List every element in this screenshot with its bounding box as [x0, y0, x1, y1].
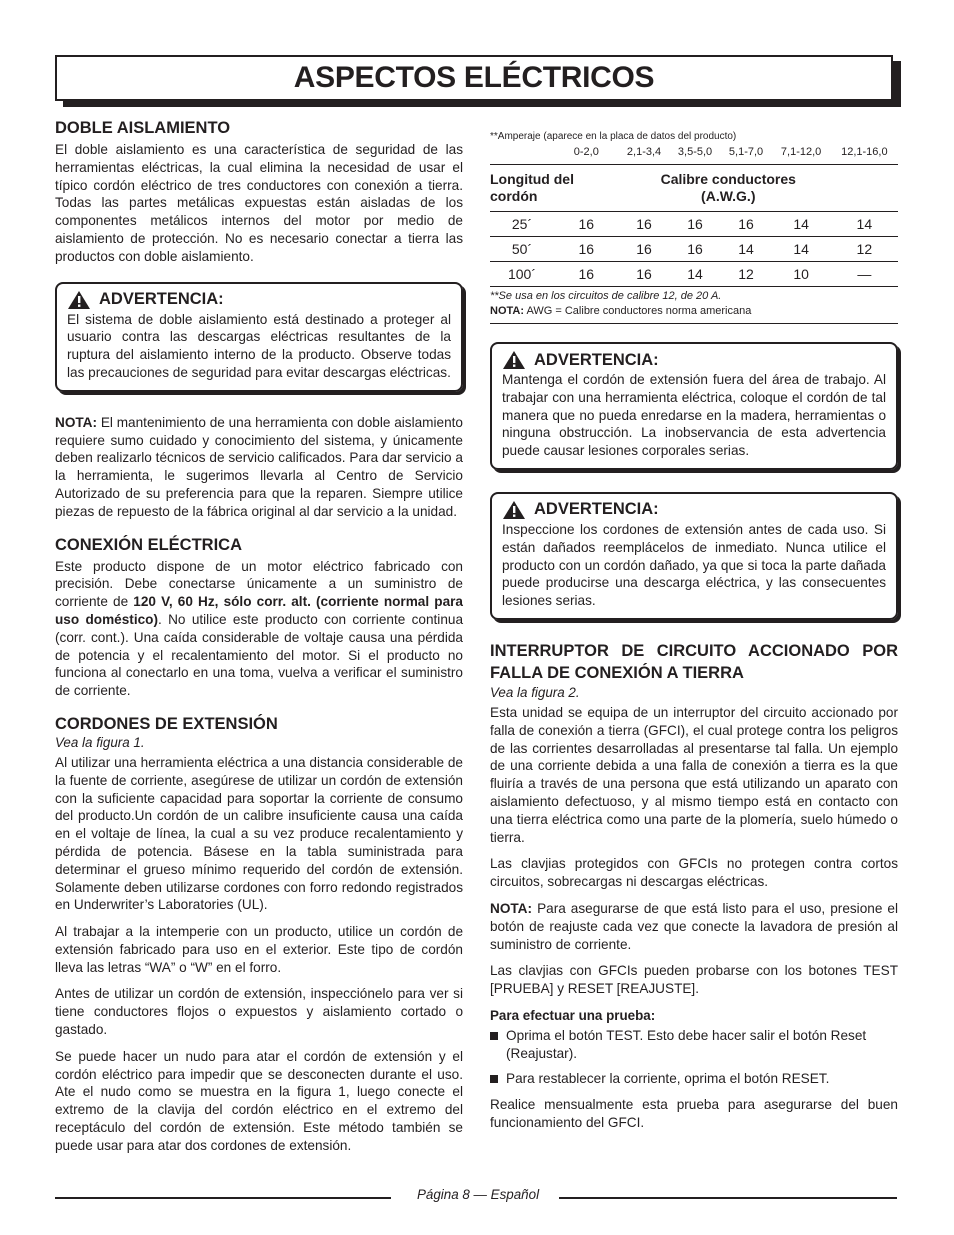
- cordones-p2: Al trabajar a la intemperie con un producto, utilice un cordón de extensión fabricado para uso en el exterior. Este tipo de cordón lleva las letras “WA” o “W” en el forro.: [55, 924, 463, 975]
- footer-rule-left: [55, 1197, 391, 1199]
- table-footnote: **Se usa en los circuitos de calibre 12, de 20 A.: [490, 290, 722, 302]
- heading-cordones-extension: CORDONES DE EXTENSIÓN: [55, 714, 278, 733]
- table-nota-text: AWG = Calibre conductores norma americana: [524, 305, 752, 317]
- table-cell: 16: [619, 237, 670, 262]
- conexion-paragraph: [55, 558, 463, 700]
- warning-triangle-icon: [502, 500, 526, 520]
- gfci-nota-label: NOTA:: [490, 900, 533, 916]
- warning-2-text: Mantenga el cordón de extensión fuera del área de trabajo. Al trabajar con una herramienta eléctrica, coloque el cordón de tal manera que no pueda enredarse en la madera, herramientas o ninguna obstrucción. La inobservancia de esta advertencia puede causar lesiones corporales serias.: [502, 372, 886, 459]
- amp-range: 12,1-16,0: [841, 146, 888, 158]
- table-row: [490, 262, 898, 287]
- gfci-nota: [490, 900, 898, 953]
- row-length: 50´: [490, 237, 554, 262]
- table-cell: 12: [831, 237, 898, 262]
- table-cell: 14: [670, 262, 721, 287]
- table-nota-label: NOTA:: [490, 305, 525, 317]
- amperage-row: [490, 146, 898, 165]
- warning-label: ADVERTENCIA:: [99, 290, 224, 309]
- table-header-row: [490, 165, 898, 212]
- amp-range: 7,1-12,0: [780, 146, 822, 158]
- heading-conexion-electrica: CONEXIÓN ELÉCTRICA: [55, 535, 243, 554]
- right-column: [490, 129, 898, 1141]
- heading-doble-aislamiento: DOBLE AISLAMIENTO: [55, 119, 231, 137]
- bullet-text: Para restablecer la corriente, oprima el botón RESET.: [506, 1071, 830, 1087]
- cordones-p4: Se puede hacer un nudo para atar el cordón de extensión y el cordón eléctrico para impedir que se desconecten durante el uso. Ate el nudo como se muestra en la figura 1, luego conecte el extremo de la clavija del cordón eléctrico en el extremo del receptáculo del cordón de extensión. Este método también se puede usar para atar dos cordones de extensión.: [55, 1048, 463, 1153]
- warning-triangle-icon: [67, 290, 91, 310]
- cordones-p3: Antes de utilizar un cordón de extensión, inspecciónelo para ver si tiene conductores flojos o expuestos y aislamiento cortado o gastado.: [55, 986, 463, 1038]
- table-cell: 12: [721, 262, 772, 287]
- nota-label: NOTA:: [55, 414, 98, 430]
- table-row: [490, 212, 898, 237]
- gfci-figure-ref: Vea la figura 2.: [490, 684, 580, 700]
- amp-range: 5,1-7,0: [728, 146, 764, 158]
- cordones-figure-ref: Vea la figura 1.: [55, 734, 145, 750]
- conexion-text-b: . No utilice este producto con corriente continua (corr. cont.). Una caída considerable de voltaje causa una pérdida de potencia y el recalentamiento del motor. Si el producto no funciona al conectarlo en una toma, vuelva a verificar el suministro de corriente.: [55, 611, 463, 699]
- amp-range: 2,1-3,4: [626, 146, 662, 158]
- gfci-p4: Realice mensualmente esta prueba para asegurarse del buen funcionamiento del GFCI.: [490, 1097, 898, 1130]
- table-nota: [490, 304, 898, 324]
- amperage-note: **Amperaje (aparece en la placa de datos del producto): [490, 131, 737, 142]
- header-calibre: Calibre conductores (A.W.G.): [619, 165, 898, 212]
- table-cell: 16: [670, 212, 721, 237]
- page-footer: [55, 1186, 897, 1206]
- amp-range: 3,5-5,0: [677, 146, 713, 158]
- footer-rule-right: [559, 1197, 897, 1199]
- gauge-table: [490, 146, 898, 287]
- gfci-p1: Esta unidad se equipa de un interruptor del circuito accionado por falla de conexión a tierra (GFCI), el cual protege contra los peligros de las corrientes desarrolladas al presentarse tal falla. Un ejemplo de una corriente debida a una falla de conexión a tierra es la que fluiría a través de una persona que está utilizando un aparato con aislamiento defectuoso, y al mismo tiempo está en contacto con una tierra eléctrica como una parte de la plomería, suelo húmedo o tierra.: [490, 704, 898, 845]
- conexion-text-bold: 120 V, 60 Hz, sólo corr. alt. (corriente normal para uso doméstico): [55, 594, 463, 627]
- list-item: [490, 1027, 898, 1063]
- warning-1-text: El sistema de doble aislamiento está destinado a proteger al usuario contra las descargas eléctricas resultantes de la ruptura del aislamiento interno de la producto. Observe todas las precauciones de seguridad para evitar descargas eléctricas.: [67, 311, 451, 380]
- header-longitud: Longitud del cordón: [490, 165, 619, 212]
- list-item: [490, 1070, 898, 1088]
- table-cell: 14: [721, 237, 772, 262]
- footer-page-label: Página 8 — Español: [416, 1187, 540, 1202]
- table-cell: 16: [619, 262, 670, 287]
- warning-box-3: [490, 492, 898, 620]
- warning-3-text: Inspeccione los cordones de extensión antes de cada uso. Si están dañados reemplácelos de inmediato. Nunca utilice el producto con un cordón dañado, ya que si toca la parte dañada puede producirse una descarga eléctrica, y las consecuentes lesiones serias.: [502, 521, 886, 609]
- table-cell: 16: [670, 237, 721, 262]
- row-length: 100´: [490, 262, 554, 287]
- row-length: 25´: [490, 212, 554, 237]
- gfci-p3: Las clavjias con GFCIs pueden probarse con los botones TEST [PRUEBA] y RESET [REAJUSTE].: [490, 963, 898, 997]
- table-cell: 14: [772, 212, 831, 237]
- gfci-p2: Las clavjias protegidos con GFCIs no protegen contra cortos circuitos, sobrecargas ni descargas eléctricas.: [490, 856, 898, 890]
- warning-triangle-icon: [502, 350, 526, 370]
- bullet-text: Oprima el botón TEST. Esto debe hacer salir el botón Reset (Reajustar).: [506, 1027, 867, 1061]
- table-cell: 16: [619, 212, 670, 237]
- page-title: ASPECTOS ELÉCTRICOS: [293, 61, 655, 94]
- left-column: [55, 118, 463, 1164]
- nota-paragraph: [55, 414, 463, 521]
- warning-label: ADVERTENCIA:: [534, 350, 659, 369]
- table-cell: 16: [721, 212, 772, 237]
- warning-label: ADVERTENCIA:: [534, 500, 659, 519]
- cordones-p1: Al utilizar una herramienta eléctrica a una distancia considerable de la fuente de corriente, asegúrese de utilizar un cordón de extensión con la suficiente capacidad para soportar la corriente de consumo del producto.Un cordón de un calibre insuficiente causa una caída en el voltaje de línea, la cual a su vez produce recalentamiento y pérdida de potencia. Básese en la tabla suministrada para determinar el grueso mínimo requerido del cordón de extensión. Solamente deben utilizarse cordones con forro redondo registrados en Underwriter’s Laboratories (UL).: [55, 754, 463, 913]
- table-cell: 16: [554, 212, 619, 237]
- table-cell: 14: [772, 237, 831, 262]
- bullet-square-icon: [490, 1075, 498, 1083]
- extension-cord-table: [490, 129, 898, 324]
- table-cell: —: [831, 262, 898, 287]
- test-heading: Para efectuar una prueba:: [490, 1007, 656, 1023]
- table-row: [490, 237, 898, 262]
- nota-text: El mantenimiento de una herramienta con doble aislamiento requiere sumo cuidado y conocimiento del sistema, y únicamente deben realizarlo técnicos de servicio calificados. Para dar servicio a la herramienta, le sugerimos llevarla al Centro de Servicio Autorizado de su preferencia para que la reparen. Siempre utilice piezas de repuesto de la fábrica original al dar servicio a la unidad.: [55, 414, 463, 519]
- page-title-box: [55, 55, 893, 101]
- table-cell: 14: [831, 212, 898, 237]
- gfci-nota-text: Para asegurarse de que está listo para el uso, presione el botón de reajuste cada vez que conecte la lavadora de presión al suministro de corriente.: [490, 900, 898, 952]
- amp-range: 0-2,0: [573, 146, 599, 158]
- warning-box-1: [55, 282, 463, 392]
- heading-gfci: INTERRUPTOR DE CIRCUITO ACCIONADO POR FALLA DE CONEXIÓN A TIERRA: [490, 641, 898, 682]
- conexion-text-a: Este producto dispone de un motor eléctrico fabricado con precisión. Debe conectarse únicamente a un suministro de corriente de: [55, 558, 463, 610]
- table-cell: 10: [772, 262, 831, 287]
- table-cell: 16: [554, 262, 619, 287]
- warning-box-2: [490, 342, 898, 470]
- doble-aislamiento-text: El doble aislamiento es una característica de seguridad de las herramientas eléctricas, la cual elimina la necesidad de usar el típico cordón eléctrico de tres conductores con conexión a tierra. Todas las partes metálicas expuestas están aisladas de los componentes metálicos internos del motor por medio de aislamiento de protección. No es necesario conectar a tierra las productos con doble aislamiento.: [55, 142, 463, 264]
- table-cell: 16: [554, 237, 619, 262]
- bullet-square-icon: [490, 1032, 498, 1040]
